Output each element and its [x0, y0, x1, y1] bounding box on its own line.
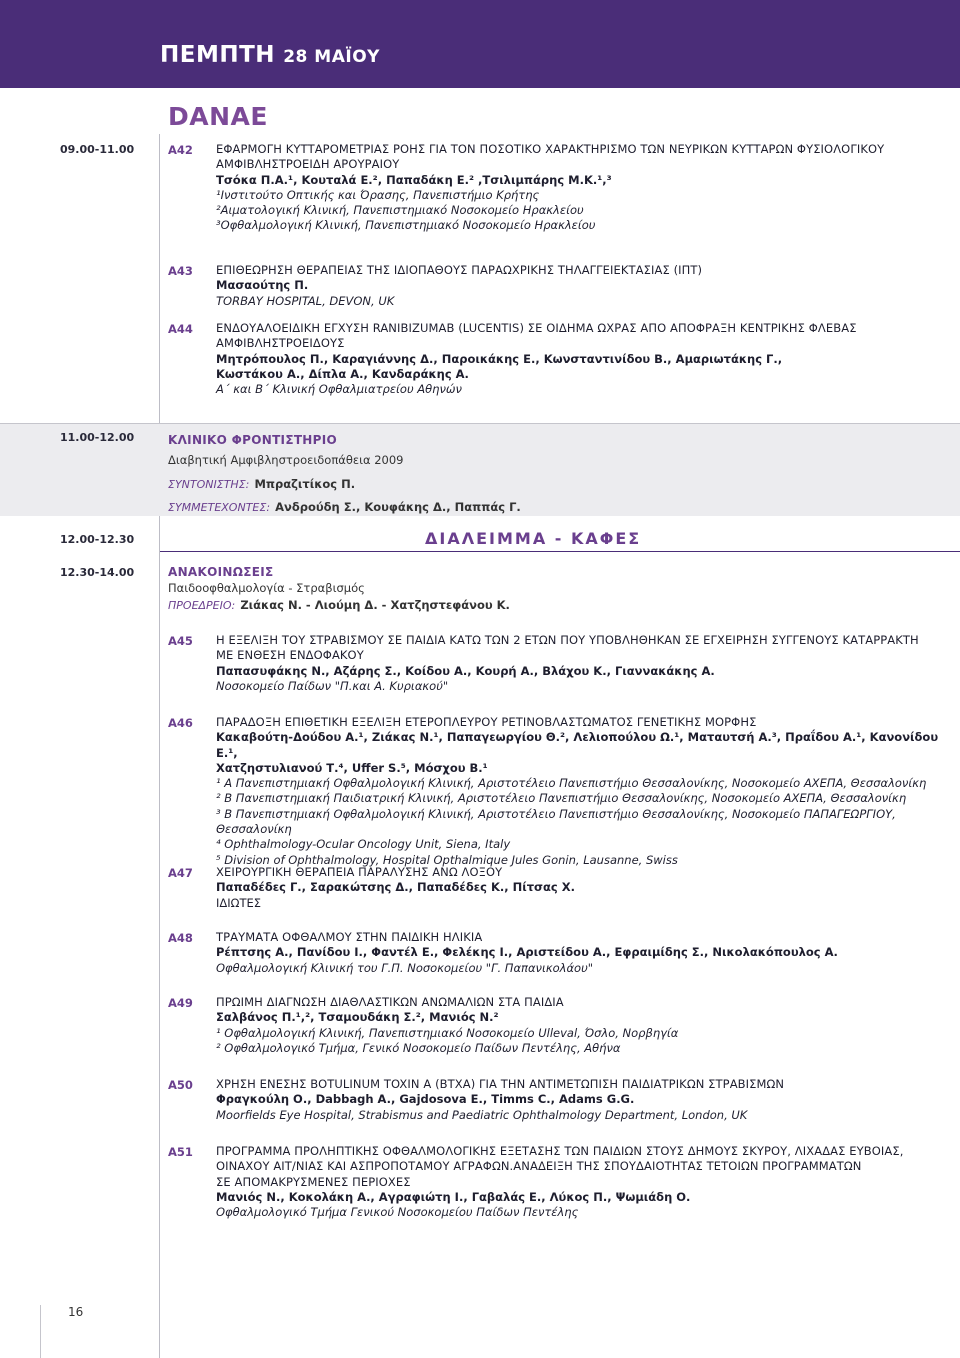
day-name: ΠΕΜΠΤΗ: [160, 42, 276, 68]
abstract-a48: [216, 930, 946, 976]
affiliation: ¹ Οφθαλμολογική Κλινική, Πανεπιστημιακό Νοσοκομείο Ulleval, Όσλο, Νορβηγία: [216, 1025, 679, 1040]
affiliation: ² Οφθαλμολογικό Τμήμα, Γενικό Νοσοκομείο Παίδων Πεντέλης, Αθήνα: [216, 1040, 621, 1055]
date: 28 ΜΑΪΟΥ: [283, 47, 380, 67]
affiliation: Νοσοκομείο Παίδων "Π.και Α. Κυριακού": [216, 678, 449, 693]
abstract-authors: Μασαούτης Π.: [216, 278, 309, 293]
coffee-break-label: ΔΙΑΛΕΙΜΜΑ - ΚΑΦΕΣ: [425, 529, 642, 548]
abstract-a49: [216, 995, 946, 1056]
page-title: [160, 42, 380, 68]
affiliation: ³ Β Πανεπιστημιακή Οφθαλμολογική Κλινική, Αριστοτέλειο Πανεπιστήμιο Θεσσαλονίκης, Νοσοκομείο ΠΑΠΑΓΕΩΡΓΙΟΥ, Θεσσαλονίκη: [216, 806, 896, 837]
break-divider: [160, 551, 960, 552]
room-name: DANAE: [168, 102, 268, 131]
affiliation: ⁵ Division of Ophthalmology, Hospital Opthalmique Jules Gonin, Lausanne, Swiss: [216, 852, 678, 867]
chair-line: [168, 596, 948, 614]
session-title: ΑΝΑΚΟΙΝΩΣΕΙΣ: [168, 565, 274, 579]
abstract-title: ΧΕΙΡΟΥΡΓΙΚΗ ΘΕΡΑΠΕΙΑ ΠΑΡΑΛΥΣΗΣ ΑΝΩ ΛΟΞΟΥ: [216, 865, 503, 879]
session-time: 09.00-11.00: [60, 143, 135, 156]
abstract-a51: [216, 1144, 946, 1220]
abstract-authors: Παπαδέδες Γ., Σαρακώτσης Δ., Παπαδέδες Κ., Πίτσας Χ.: [216, 880, 575, 895]
abstract-authors: Κακαβούτη-Δούδου Α.¹, Ζιάκας Ν.¹, Παπαγεωργίου Θ.², Λελιοπούλου Ω.¹, Ματαυτσή Α.³, Πραΐδου Α.¹, Κανονίδου Ε.¹,: [216, 730, 939, 760]
abstract-authors: Ρέπτσης Α., Πανίδου Ι., Φαντέλ Ε., Φελέκης Ι., Αριστείδου Α., Εφραιμίδης Σ., Νικολακόπουλος Α.: [216, 945, 838, 960]
announcements-header: [168, 565, 948, 614]
abstract-title: ΠΡΩΙΜΗ ΔΙΑΓΝΩΣΗ ΔΙΑΘΛΑΣΤΙΚΩΝ ΑΝΩΜΑΛΙΩΝ ΣΤΑ ΠΑΙΔΙΑ: [216, 995, 564, 1009]
abstract-code: A45: [168, 634, 193, 648]
participants-line: [168, 496, 948, 518]
coordinator-label: ΣΥΝΤΟΝΙΣΤΗΣ:: [168, 478, 250, 491]
affiliation: ³Οφθαλμολογική Κλινική, Πανεπιστημιακό Νοσοκομείο Ηρακλείου: [216, 218, 596, 233]
abstract-a42: [216, 142, 946, 234]
affiliation: ¹Ινστιτούτο Οπτικής και Όρασης, Πανεπιστήμιο Κρήτης: [216, 187, 540, 202]
session-time: 12.00-12.30: [60, 533, 135, 546]
abstract-title: Η ΕΞΕΛΙΞΗ ΤΟΥ ΣΤΡΑΒΙΣΜΟΥ ΣΕ ΠΑΙΔΙΑ ΚΑΤΩ ΤΩΝ 2 ΕΤΩΝ ΠΟΥ ΥΠΟΒΛΗΘΗΚΑΝ ΣΕ ΕΓΧΕΙΡΗΣΗ ΣΥΓΓΕΝΟΥΣ ΚΑΤΑΡΡΑΚΤΗ: [216, 633, 919, 647]
abstract-authors: Σαλβάνος Π.¹,², Τσαμουδάκη Σ.², Μανιός Ν.²: [216, 1010, 499, 1025]
coordinator-name: Μπραζιτίκος Π.: [254, 477, 356, 491]
abstract-authors: Τσόκα Π.Α.¹, Κουταλά Ε.², Παπαδάκη Ε.² ,Τσιλιμπάρης Μ.Κ.¹,³: [216, 172, 612, 187]
abstract-code: A50: [168, 1078, 193, 1092]
abstract-title: ΧΡΗΣΗ ΕΝΕΣΗΣ BOTULINUM TOXIN A (BTXA) ΓΙΑ ΤΗΝ ΑΝΤΙΜΕΤΩΠΙΣΗ ΠΑΙΔΙΑΤΡΙΚΩΝ ΣΤΡΑΒΙΣΜΩΝ: [216, 1077, 785, 1091]
abstract-a43: [216, 263, 946, 309]
abstract-authors: Μανιός Ν., Κοκολάκη Α., Αγραφιώτη Ι., Γαβαλάς Ε., Λύκος Π., Ψωμιάδη Ο.: [216, 1189, 691, 1204]
abstract-title: ΜΕ ΕΝΘΕΣΗ ΕΝΔΟΦΑΚΟΥ: [216, 648, 364, 663]
abstract-title: ΤΡΑΥΜΑΤΑ ΟΦΘΑΛΜΟΥ ΣΤΗΝ ΠΑΙΔΙΚΗ ΗΛΙΚΙΑ: [216, 930, 483, 944]
affiliation: ²Αιματολογική Κλινική, Πανεπιστημιακό Νοσοκομείο Ηρακλείου: [216, 203, 584, 218]
affiliation: ² Β Πανεπιστημιακή Παιδιατρική Κλινική, Αριστοτέλειο Πανεπιστήμιο Θεσσαλονίκης, Νοσοκομείο ΑΧΕΠΑ, Θεσσαλονίκη: [216, 791, 907, 806]
abstract-authors: Παπασυφάκης Ν., Αζάρης Σ., Κοίδου Α., Κουρή Α., Βλάχου Κ., Γιαννακάκης Α.: [216, 663, 715, 678]
affiliation: ⁴ Ophthalmology-Ocular Oncology Unit, Siena, Italy: [216, 837, 511, 852]
footer-divider: [40, 1305, 41, 1358]
clinical-workshop: [168, 430, 948, 518]
abstract-authors: Φραγκούλη Ο., Dabbagh A., Gajdosova E., Timms C., Adams G.G.: [216, 1092, 635, 1107]
timeline-divider: [159, 134, 160, 1358]
session-time: 12.30-14.00: [60, 566, 135, 579]
abstract-title: ΕΦΑΡΜΟΓΗ ΚΥΤΤΑΡΟΜΕΤΡΙΑΣ ΡΟΗΣ ΓΙΑ ΤΟΝ ΠΟΣΟΤΙΚΟ ΧΑΡΑΚΤΗΡΙΣΜΟ ΤΩΝ ΝΕΥΡΙΚΩΝ ΚΥΤΤΑΡΩΝ ΦΥΣΙΟΛΟΓΙΚΟΥ: [216, 142, 885, 156]
abstract-code: A43: [168, 264, 193, 278]
abstract-code: A42: [168, 143, 193, 157]
abstract-authors: Κωστάκου Α., Δίπλα Α., Κανδαράκης Α.: [216, 366, 469, 381]
abstract-title: ΕΠΙΘΕΩΡΗΣΗ ΘΕΡΑΠΕΙΑΣ ΤΗΣ ΙΔΙΟΠΑΘΟΥΣ ΠΑΡΑΩΧΡΙΚΗΣ ΤΗΛΑΓΓΕΙΕΚΤΑΣΙΑΣ (ΙΠΤ): [216, 263, 703, 277]
affiliation: ¹ Α Πανεπιστημιακή Οφθαλμολογική Κλινική, Αριστοτέλειο Πανεπιστήμιο Θεσσαλονίκης, Νοσοκομείο ΑΧΕΠΑ, Θεσσαλονίκη: [216, 776, 927, 791]
affiliation: Α΄ και Β΄ Κλινική Οφθαλμιατρείου Αθηνών: [216, 382, 462, 397]
abstract-title: ΑΜΦΙΒΛΗΣΤΡΟΕΙΔΟΥΣ: [216, 336, 345, 351]
participants-label: ΣΥΜΜΕΤΕΧΟΝΤΕΣ:: [168, 501, 271, 514]
session-subtitle: Διαβητική Αμφιβληστροειδοπάθεια 2009: [168, 453, 404, 467]
participants-names: Ανδρούδη Σ., Κουφάκης Δ., Παππάς Γ.: [275, 500, 521, 514]
abstract-a44: [216, 321, 946, 397]
affiliation: TORBAY HOSPITAL, DEVON, UK: [216, 293, 395, 308]
abstract-authors: Χατζηστυλιανού Τ.⁴, Uffer S.⁵, Μόσχου Β.¹: [216, 760, 488, 775]
abstract-title: ΑΜΦΙΒΛΗΣΤΡΟΕΙΔΗ ΑΡΟΥΡΑΙΟΥ: [216, 157, 400, 172]
abstract-title: ΣΕ ΑΠΟΜΑΚΡΥΣΜΕΝΕΣ ΠΕΡΙΟΧΕΣ: [216, 1174, 411, 1189]
session-title: ΚΛΙΝΙΚΟ ΦΡΟΝΤΙΣΤΗΡΙΟ: [168, 433, 338, 447]
abstract-title: ΠΑΡΑΔΟΞΗ ΕΠΙΘΕΤΙΚΗ ΕΞΕΛΙΞΗ ΕΤΕΡΟΠΛΕΥΡΟΥ ΡΕΤΙΝΟΒΛΑΣΤΩΜΑΤΟΣ ΓΕΝΕΤΙΚΗΣ ΜΟΡΦΗΣ: [216, 715, 757, 729]
abstract-code: A44: [168, 322, 193, 336]
abstract-code: A49: [168, 996, 193, 1010]
affiliation: Οφθαλμολογικό Τμήμα Γενικού Νοσοκομείου Παίδων Πεντέλης: [216, 1205, 579, 1220]
header-band: [0, 0, 960, 88]
abstract-authors: Μητρόπουλος Π., Καραγιάννης Δ., Παροικάκης Ε., Κωνσταντινίδου Β., Αμαριωτάκης Γ.,: [216, 351, 783, 366]
session-subtitle: Παιδοοφθαλμολογία - Στραβισμός: [168, 580, 365, 595]
chair-label: ΠΡΟΕΔΡΕΙΟ:: [168, 599, 236, 612]
abstract-title: ΠΡΟΓΡΑΜΜΑ ΠΡΟΛΗΠΤΙΚΗΣ ΟΦΘΑΛΜΟΛΟΓΙΚΗΣ ΕΞΕΤΑΣΗΣ ΤΩΝ ΠΑΙΔΙΩΝ ΣΤΟΥΣ ΔΗΜΟΥΣ ΣΚΥΡΟΥ, ΛΙΧΑΔΑΣ ΕΥΒΟΙΑΣ,: [216, 1144, 904, 1158]
affiliation: Οφθαλμολογική Κλινική του Γ.Π. Νοσοκομείου "Γ. Παπανικολάου": [216, 960, 594, 975]
abstract-code: A47: [168, 866, 193, 880]
page-number: 16: [68, 1305, 84, 1319]
abstract-title: ΟΙΝΑΧΟΥ ΑΙΤ/ΝΙΑΣ ΚΑΙ ΑΣΠΡΟΠΟΤΑΜΟΥ ΑΓΡΑΦΩΝ.ΑΝΑΔΕΙΞΗ ΤΗΣ ΣΠΟΥΔΑΙΟΤΗΤΑΣ ΤΕΤΟΙΩΝ ΠΡΟΓΡΑΜΜΑΤΩΝ: [216, 1159, 862, 1174]
abstract-a45: [216, 633, 946, 694]
abstract-a50: [216, 1077, 946, 1123]
chair-names: Ζιάκας Ν. - Λιούμη Δ. - Χατζηστεφάνου Κ.: [240, 598, 510, 612]
coordinator-line: [168, 473, 948, 495]
abstract-a46: [216, 715, 946, 868]
session-time: 11.00-12.00: [60, 431, 135, 444]
affiliation: Moorfields Eye Hospital, Strabismus and Paediatric Ophthalmology Department, London, UK: [216, 1107, 748, 1122]
abstract-a47: [216, 865, 946, 911]
abstract-code: A51: [168, 1145, 193, 1159]
abstract-code: A46: [168, 716, 193, 730]
abstract-code: A48: [168, 931, 193, 945]
affiliation: ΙΔΙΩΤΕΣ: [216, 895, 261, 910]
abstract-title: ΕΝΔΟΥΑΛΟΕΙΔΙΚΗ ΕΓΧΥΣΗ RANIBIZUMAB (LUCENTIS) ΣΕ ΟΙΔΗΜΑ ΩΧΡΑΣ ΑΠΟ ΑΠΟΦΡΑΞΗ ΚΕΝΤΡΙΚΗΣ ΦΛΕΒΑΣ: [216, 321, 857, 335]
